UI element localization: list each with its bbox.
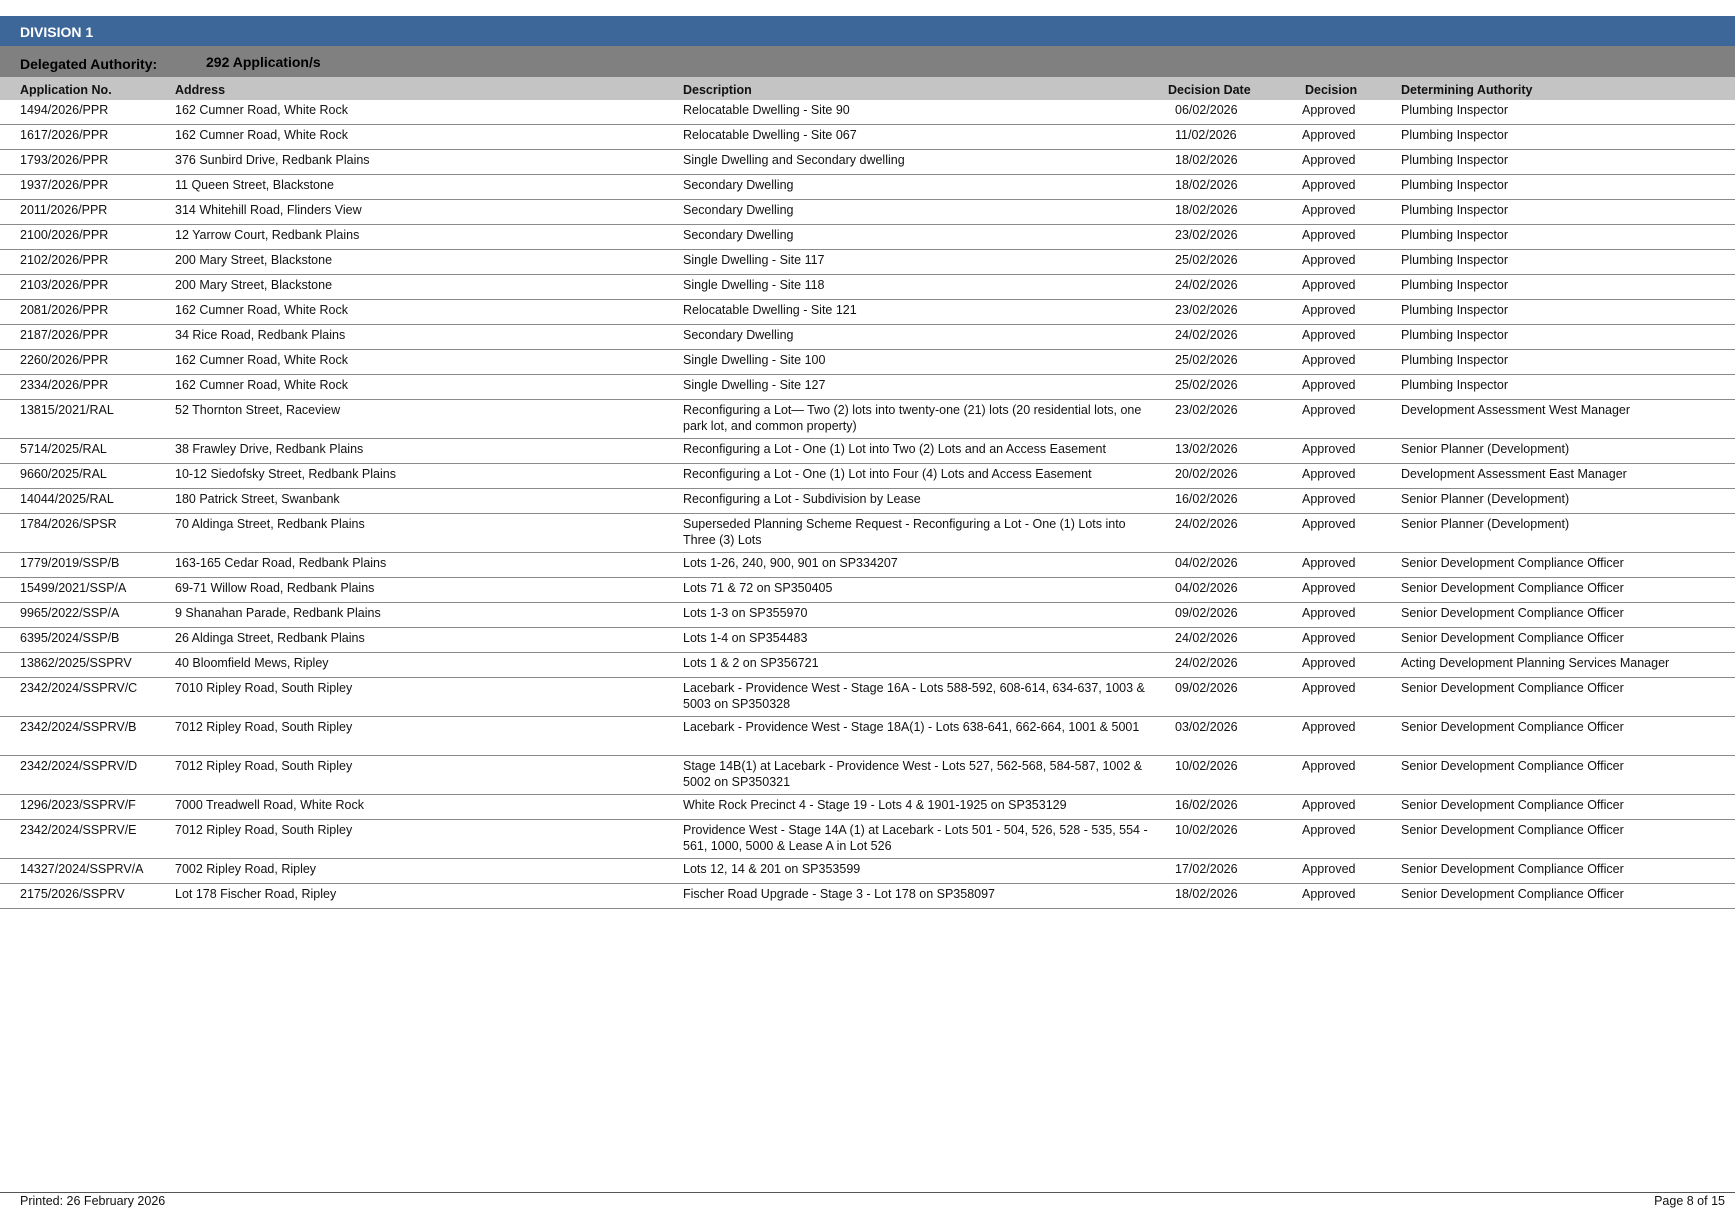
decision-date-cell: 16/02/2026 <box>1175 492 1238 506</box>
decision-cell: Approved <box>1302 378 1356 392</box>
description-cell: White Rock Precinct 4 - Stage 19 - Lots 4 & 1901-1925 on SP353129 <box>683 798 1067 812</box>
decision-date-cell: 23/02/2026 <box>1175 403 1238 417</box>
description-cell: Single Dwelling - Site 118 <box>683 278 825 292</box>
determining-authority-cell: Senior Development Compliance Officer <box>1401 631 1624 645</box>
decision-date-cell: 24/02/2026 <box>1175 631 1238 645</box>
decision-cell: Approved <box>1302 581 1356 595</box>
address-cell: 70 Aldinga Street, Redbank Plains <box>175 517 365 531</box>
description-cell: Relocatable Dwelling - Site 121 <box>683 303 857 317</box>
decision-date-cell: 16/02/2026 <box>1175 798 1238 812</box>
decision-date-cell: 23/02/2026 <box>1175 228 1238 242</box>
decision-date-cell: 18/02/2026 <box>1175 178 1238 192</box>
decision-cell: Approved <box>1302 403 1356 417</box>
decision-cell: Approved <box>1302 278 1356 292</box>
description-cell: Single Dwelling - Site 127 <box>683 378 826 392</box>
decision-cell: Approved <box>1302 720 1356 734</box>
description-cell: Superseded Planning Scheme Request - Reconfiguring a Lot - One (1) Lots into Three (3) Lots <box>683 517 1126 547</box>
determining-authority-cell: Plumbing Inspector <box>1401 153 1509 167</box>
address-cell: 376 Sunbird Drive, Redbank Plains <box>175 153 370 167</box>
decision-cell: Approved <box>1302 631 1356 645</box>
decision-cell: Approved <box>1302 303 1356 317</box>
determining-authority-cell: Plumbing Inspector <box>1401 253 1509 267</box>
description-cell: Secondary Dwelling <box>683 178 794 192</box>
decision-date-cell: 24/02/2026 <box>1175 656 1238 670</box>
authority-label: Delegated Authority: <box>20 56 158 72</box>
application-number-cell: 13862/2025/SSPRV <box>20 656 132 670</box>
determining-authority-cell: Development Assessment East Manager <box>1401 467 1627 481</box>
description-cell: Secondary Dwelling <box>683 203 794 217</box>
table-header <box>0 77 1735 100</box>
decision-date-cell: 24/02/2026 <box>1175 517 1238 531</box>
decision-cell: Approved <box>1302 681 1356 695</box>
application-number-cell: 2102/2026/PPR <box>20 253 109 267</box>
description-cell: Reconfiguring a Lot - One (1) Lot into Four (4) Lots and Access Easement <box>683 467 1092 481</box>
determining-authority-cell: Plumbing Inspector <box>1401 378 1509 392</box>
description-cell: Lots 1-26, 240, 900, 901 on SP334207 <box>683 556 898 570</box>
decision-cell: Approved <box>1302 228 1356 242</box>
description-cell: Reconfiguring a Lot— Two (2) lots into twenty-one (21) lots (20 residential lots, one park lot, and common property) <box>683 403 1142 433</box>
decision-date-cell: 04/02/2026 <box>1175 556 1238 570</box>
description-cell: Lots 1-4 on SP354483 <box>683 631 808 645</box>
description-cell: Lots 1 & 2 on SP356721 <box>683 656 819 670</box>
address-cell: 200 Mary Street, Blackstone <box>175 278 333 292</box>
determining-authority-cell: Senior Planner (Development) <box>1401 442 1570 456</box>
table-row <box>0 439 1735 464</box>
decision-date-cell: 11/02/2026 <box>1175 128 1237 142</box>
determining-authority-cell: Plumbing Inspector <box>1401 103 1509 117</box>
description-cell: Secondary Dwelling <box>683 328 794 342</box>
description-cell: Lacebark - Providence West - Stage 16A - Lots 588-592, 608-614, 634-637, 1003 & 5003 on SP350328 <box>683 681 1145 711</box>
determining-authority-cell: Development Assessment West Manager <box>1401 403 1631 417</box>
application-number-cell: 13815/2021/RAL <box>20 403 114 417</box>
description-cell: Single Dwelling - Site 117 <box>683 253 825 267</box>
application-number-cell: 2342/2024/SSPRV/C <box>20 681 138 695</box>
address-cell: 34 Rice Road, Redbank Plains <box>175 328 346 342</box>
decision-date-cell: 20/02/2026 <box>1175 467 1238 481</box>
table-row <box>0 489 1735 514</box>
table-row <box>0 325 1735 350</box>
decision-date-cell: 18/02/2026 <box>1175 203 1238 217</box>
table-row <box>0 250 1735 275</box>
address-cell: 180 Patrick Street, Swanbank <box>175 492 340 506</box>
column-header-authority: Determining Authority <box>1401 83 1533 97</box>
address-cell: 162 Cumner Road, White Rock <box>175 303 348 317</box>
table-row <box>0 795 1735 820</box>
determining-authority-cell: Plumbing Inspector <box>1401 128 1509 142</box>
description-cell: Stage 14B(1) at Lacebark - Providence West - Lots 527, 562-568, 584-587, 1002 & 5002 on SP350321 <box>683 759 1143 789</box>
decision-date-cell: 25/02/2026 <box>1175 353 1238 367</box>
decision-date-cell: 09/02/2026 <box>1175 606 1238 620</box>
address-cell: 162 Cumner Road, White Rock <box>175 103 348 117</box>
determining-authority-cell: Senior Development Compliance Officer <box>1401 823 1624 837</box>
column-header-description: Description <box>683 83 752 97</box>
application-number-cell: 1793/2026/PPR <box>20 153 109 167</box>
table-row <box>0 756 1735 795</box>
decision-date-cell: 24/02/2026 <box>1175 328 1238 342</box>
determining-authority-cell: Plumbing Inspector <box>1401 303 1509 317</box>
table-row <box>0 150 1735 175</box>
decision-cell: Approved <box>1302 467 1356 481</box>
determining-authority-cell: Senior Development Compliance Officer <box>1401 581 1624 595</box>
determining-authority-cell: Senior Development Compliance Officer <box>1401 887 1624 901</box>
application-number-cell: 2011/2026/PPR <box>20 203 108 217</box>
decision-date-cell: 10/02/2026 <box>1175 823 1238 837</box>
determining-authority-cell: Senior Development Compliance Officer <box>1401 759 1624 773</box>
application-number-cell: 1494/2026/PPR <box>20 103 109 117</box>
decision-date-cell: 25/02/2026 <box>1175 378 1238 392</box>
table-row <box>0 100 1735 125</box>
table-row <box>0 653 1735 678</box>
application-number-cell: 14044/2025/RAL <box>20 492 114 506</box>
determining-authority-cell: Senior Development Compliance Officer <box>1401 681 1624 695</box>
decision-cell: Approved <box>1302 203 1356 217</box>
decision-date-cell: 04/02/2026 <box>1175 581 1238 595</box>
decision-cell: Approved <box>1302 492 1356 506</box>
table-row <box>0 820 1735 859</box>
application-number-cell: 2342/2024/SSPRV/E <box>20 823 137 837</box>
decision-cell: Approved <box>1302 798 1356 812</box>
description-cell: Single Dwelling and Secondary dwelling <box>683 153 905 167</box>
application-count: 292 Application/s <box>206 54 321 70</box>
decision-cell: Approved <box>1302 128 1356 142</box>
table-row <box>0 175 1735 200</box>
description-cell: Relocatable Dwelling - Site 067 <box>683 128 857 142</box>
determining-authority-cell: Plumbing Inspector <box>1401 203 1509 217</box>
decision-date-cell: 18/02/2026 <box>1175 887 1238 901</box>
decision-cell: Approved <box>1302 823 1356 837</box>
address-cell: 7002 Ripley Road, Ripley <box>175 862 317 876</box>
table-row <box>0 578 1735 603</box>
column-header-application: Application No. <box>20 83 112 97</box>
table-row <box>0 225 1735 250</box>
address-cell: 7012 Ripley Road, South Ripley <box>175 720 353 734</box>
address-cell: 162 Cumner Road, White Rock <box>175 128 348 142</box>
determining-authority-cell: Plumbing Inspector <box>1401 178 1509 192</box>
decision-date-cell: 18/02/2026 <box>1175 153 1238 167</box>
table-row <box>0 628 1735 653</box>
table-row <box>0 464 1735 489</box>
application-number-cell: 9965/2022/SSP/A <box>20 606 120 620</box>
description-cell: Secondary Dwelling <box>683 228 794 242</box>
description-cell: Providence West - Stage 14A (1) at Lacebark - Lots 501 - 504, 526, 528 - 535, 554 - 561, 1000, 5000 & Lease A in Lot 526 <box>683 823 1148 853</box>
decision-date-cell: 10/02/2026 <box>1175 759 1238 773</box>
decision-date-cell: 23/02/2026 <box>1175 303 1238 317</box>
address-cell: 9 Shanahan Parade, Redbank Plains <box>175 606 381 620</box>
address-cell: 10-12 Siedofsky Street, Redbank Plains <box>175 467 396 481</box>
application-number-cell: 14327/2024/SSPRV/A <box>20 862 144 876</box>
description-cell: Lots 12, 14 & 201 on SP353599 <box>683 862 861 876</box>
authority-header <box>0 46 1735 77</box>
decision-date-cell: 24/02/2026 <box>1175 278 1238 292</box>
address-cell: 40 Bloomfield Mews, Ripley <box>175 656 329 670</box>
determining-authority-cell: Plumbing Inspector <box>1401 278 1509 292</box>
application-number-cell: 2100/2026/PPR <box>20 228 109 242</box>
address-cell: 162 Cumner Road, White Rock <box>175 353 348 367</box>
address-cell: Lot 178 Fischer Road, Ripley <box>175 887 337 901</box>
description-cell: Lacebark - Providence West - Stage 18A(1) - Lots 638-641, 662-664, 1001 & 5001 <box>683 720 1140 734</box>
address-cell: 7010 Ripley Road, South Ripley <box>175 681 353 695</box>
table-row <box>0 884 1735 909</box>
page-number: Page 8 of 15 <box>1654 1194 1725 1208</box>
footer-divider <box>0 1192 1735 1193</box>
column-header-decision: Decision <box>1305 83 1358 97</box>
decision-date-cell: 17/02/2026 <box>1175 862 1238 876</box>
application-number-cell: 1784/2026/SPSR <box>20 517 117 531</box>
table-row <box>0 859 1735 884</box>
determining-authority-cell: Senior Development Compliance Officer <box>1401 862 1624 876</box>
description-cell: Lots 71 & 72 on SP350405 <box>683 581 833 595</box>
decision-cell: Approved <box>1302 656 1356 670</box>
decision-cell: Approved <box>1302 759 1356 773</box>
table-row <box>0 125 1735 150</box>
decision-date-cell: 03/02/2026 <box>1175 720 1238 734</box>
decision-cell: Approved <box>1302 556 1356 570</box>
address-cell: 7012 Ripley Road, South Ripley <box>175 823 353 837</box>
table-body <box>0 100 1735 909</box>
application-number-cell: 5714/2025/RAL <box>20 442 107 456</box>
determining-authority-cell: Senior Planner (Development) <box>1401 517 1570 531</box>
table-row <box>0 514 1735 553</box>
decision-date-cell: 06/02/2026 <box>1175 103 1238 117</box>
address-cell: 69-71 Willow Road, Redbank Plains <box>175 581 375 595</box>
table-row <box>0 678 1735 717</box>
application-number-cell: 15499/2021/SSP/A <box>20 581 127 595</box>
column-header-address: Address <box>175 83 226 97</box>
address-cell: 52 Thornton Street, Raceview <box>175 403 341 417</box>
address-cell: 162 Cumner Road, White Rock <box>175 378 348 392</box>
table-row <box>0 375 1735 400</box>
decision-date-cell: 13/02/2026 <box>1175 442 1238 456</box>
table-row <box>0 553 1735 578</box>
division-title: DIVISION 1 <box>20 24 94 40</box>
address-cell: 12 Yarrow Court, Redbank Plains <box>175 228 360 242</box>
decision-cell: Approved <box>1302 887 1356 901</box>
printed-date: Printed: 26 February 2026 <box>20 1194 166 1208</box>
decision-cell: Approved <box>1302 253 1356 267</box>
determining-authority-cell: Senior Development Compliance Officer <box>1401 798 1624 812</box>
address-cell: 314 Whitehill Road, Flinders View <box>175 203 362 217</box>
application-number-cell: 2081/2026/PPR <box>20 303 109 317</box>
application-number-cell: 1617/2026/PPR <box>20 128 109 142</box>
table-row <box>0 603 1735 628</box>
determining-authority-cell: Plumbing Inspector <box>1401 353 1509 367</box>
decision-cell: Approved <box>1302 606 1356 620</box>
address-cell: 7000 Treadwell Road, White Rock <box>175 798 364 812</box>
determining-authority-cell: Senior Development Compliance Officer <box>1401 720 1624 734</box>
decision-cell: Approved <box>1302 103 1356 117</box>
application-number-cell: 1296/2023/SSPRV/F <box>20 798 136 812</box>
determining-authority-cell: Plumbing Inspector <box>1401 328 1509 342</box>
decision-cell: Approved <box>1302 353 1356 367</box>
decision-cell: Approved <box>1302 178 1356 192</box>
description-cell: Fischer Road Upgrade - Stage 3 - Lot 178 on SP358097 <box>683 887 996 901</box>
decision-date-cell: 09/02/2026 <box>1175 681 1238 695</box>
description-cell: Single Dwelling - Site 100 <box>683 353 826 367</box>
table-row <box>0 350 1735 375</box>
division-header <box>0 16 1735 46</box>
application-number-cell: 2342/2024/SSPRV/D <box>20 759 138 773</box>
address-cell: 200 Mary Street, Blackstone <box>175 253 333 267</box>
determining-authority-cell: Senior Development Compliance Officer <box>1401 556 1624 570</box>
decision-cell: Approved <box>1302 442 1356 456</box>
determining-authority-cell: Senior Development Compliance Officer <box>1401 606 1624 620</box>
application-number-cell: 6395/2024/SSP/B <box>20 631 120 645</box>
table-row <box>0 400 1735 439</box>
application-number-cell: 2103/2026/PPR <box>20 278 109 292</box>
decision-cell: Approved <box>1302 517 1356 531</box>
determining-authority-cell: Senior Planner (Development) <box>1401 492 1570 506</box>
application-number-cell: 2260/2026/PPR <box>20 353 109 367</box>
address-cell: 11 Queen Street, Blackstone <box>175 178 334 192</box>
decision-cell: Approved <box>1302 328 1356 342</box>
application-number-cell: 1779/2019/SSP/B <box>20 556 120 570</box>
description-cell: Reconfiguring a Lot - One (1) Lot into Two (2) Lots and an Access Easement <box>683 442 1106 456</box>
address-cell: 38 Frawley Drive, Redbank Plains <box>175 442 364 456</box>
table-row <box>0 275 1735 300</box>
determining-authority-cell: Acting Development Planning Services Manager <box>1401 656 1670 670</box>
address-cell: 26 Aldinga Street, Redbank Plains <box>175 631 365 645</box>
column-header-decision-date: Decision Date <box>1168 83 1251 97</box>
table-row <box>0 300 1735 325</box>
determining-authority-cell: Plumbing Inspector <box>1401 228 1509 242</box>
application-number-cell: 9660/2025/RAL <box>20 467 107 481</box>
application-number-cell: 1937/2026/PPR <box>20 178 109 192</box>
application-number-cell: 2334/2026/PPR <box>20 378 109 392</box>
application-number-cell: 2175/2026/SSPRV <box>20 887 125 901</box>
address-cell: 7012 Ripley Road, South Ripley <box>175 759 353 773</box>
application-number-cell: 2187/2026/PPR <box>20 328 109 342</box>
description-cell: Reconfiguring a Lot - Subdivision by Lease <box>683 492 921 506</box>
application-number-cell: 2342/2024/SSPRV/B <box>20 720 137 734</box>
decision-cell: Approved <box>1302 153 1356 167</box>
description-cell: Relocatable Dwelling - Site 90 <box>683 103 850 117</box>
decision-date-cell: 25/02/2026 <box>1175 253 1238 267</box>
description-cell: Lots 1-3 on SP355970 <box>683 606 808 620</box>
table-row <box>0 717 1735 756</box>
decision-cell: Approved <box>1302 862 1356 876</box>
table-row <box>0 200 1735 225</box>
address-cell: 163-165 Cedar Road, Redbank Plains <box>175 556 387 570</box>
